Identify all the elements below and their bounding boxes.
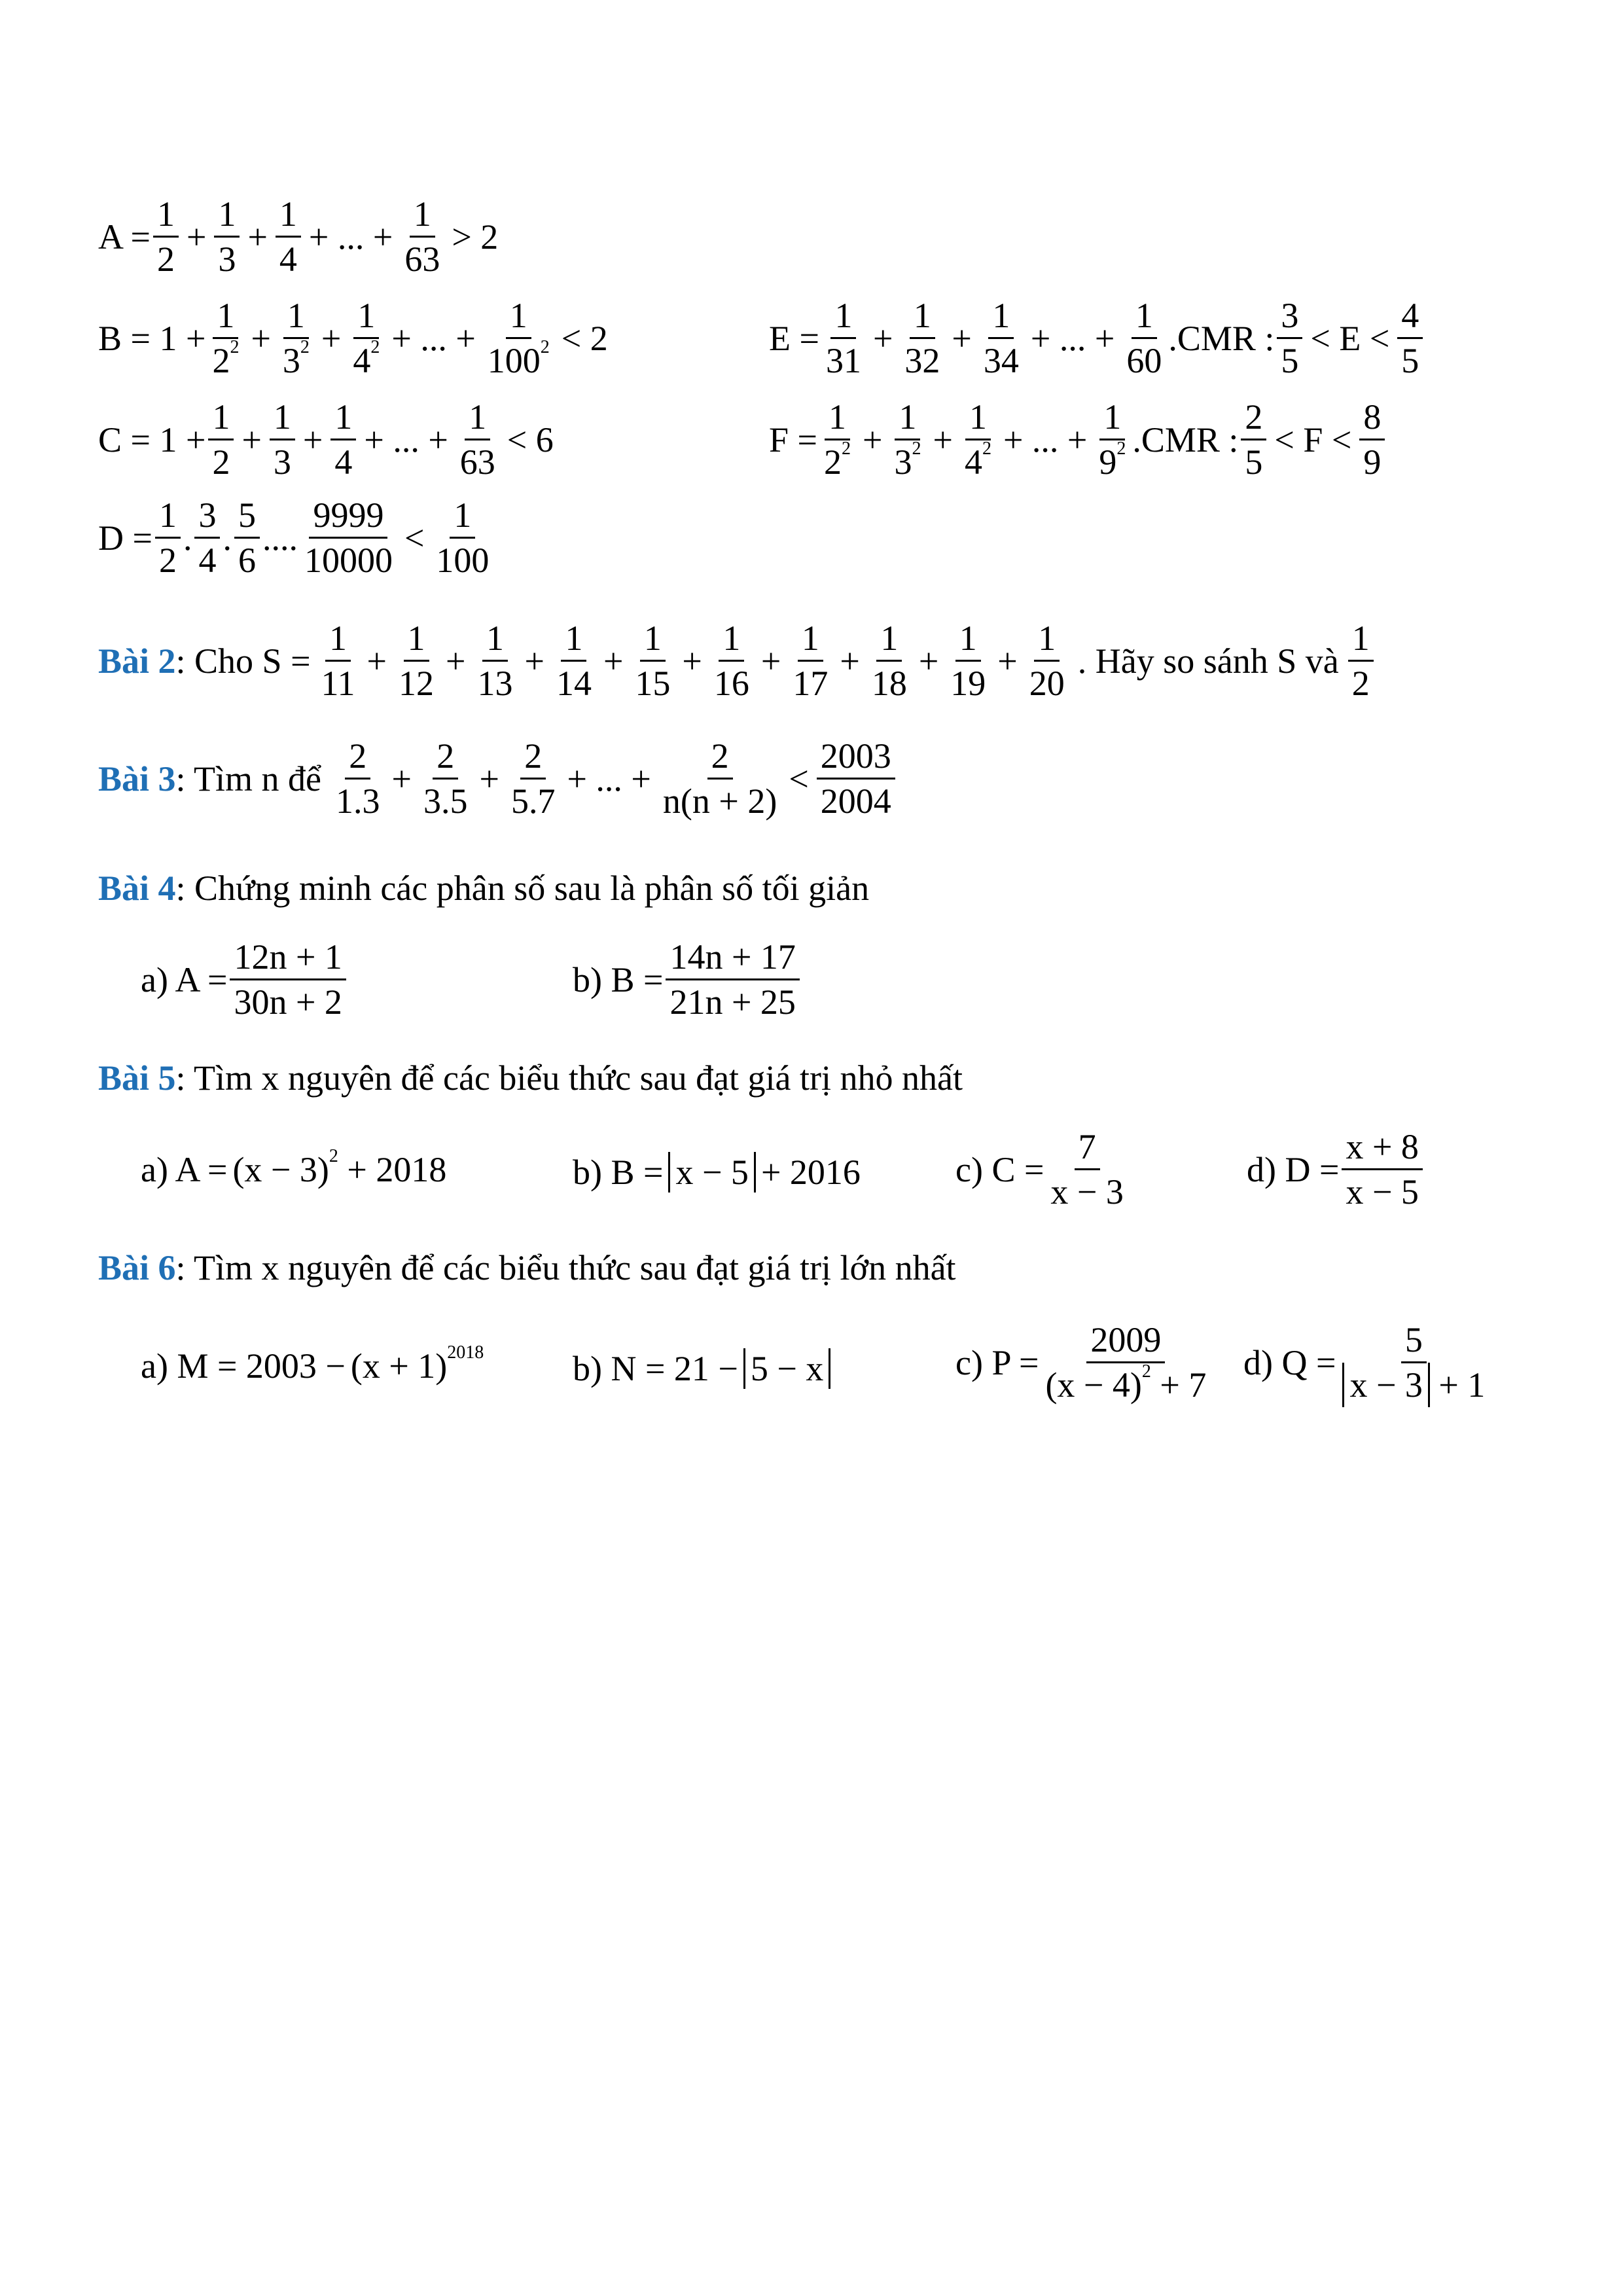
expr-D-rhs: < (404, 518, 425, 558)
bai6-a-label: a) M = 2003 − (141, 1346, 346, 1386)
fraction: $\frac{1}{2}$ (153, 196, 179, 277)
fraction: $\frac{1}{2^2}$ (824, 397, 851, 482)
bai6-title: Bài 6 (98, 1248, 176, 1287)
bai3: Bài 3 : Tìm n để $\frac{2}{1.3}$ + $\frac{2}{3.5}$ + $\frac{2}{5.7}$ + ... + $\frac{2}{n(n + 2)}$ < $\frac{2003}{2004}$ (98, 738, 898, 819)
fraction: $\frac{1}{63}$ (404, 194, 440, 279)
fraction: $\frac{1}{100}$ (436, 495, 490, 580)
bai6-b-label: b) N = 21 − (573, 1349, 738, 1388)
bai6-d-label: d) Q = (1243, 1342, 1336, 1382)
bai2-lead: : Cho S = (175, 641, 311, 681)
fraction: $\frac{1}{4^2}$ (353, 296, 380, 380)
bai5-d-label: d) D = (1247, 1149, 1340, 1189)
expr-B-lhs: B = 1 + (98, 318, 206, 358)
fraction: $\frac{1}{2}$ (208, 399, 234, 480)
bai6 (98, 1250, 956, 1285)
expr-A: A = $\frac{1}{2}$ + $\frac{1}{3}$ + $\frac{1}{4}$ + ... + $\frac{1}{63}$ > 2 (98, 194, 499, 279)
fraction: $\frac{5}{6}$ (234, 497, 260, 578)
bai4-b-label: b) B = (573, 960, 664, 999)
bai6-text: : Tìm x nguyên để các biểu thức sau đạt giá trị lớn nhất (175, 1248, 956, 1287)
bai4-title: Bài 4 (98, 869, 176, 908)
fraction: $\frac{1}{3^2}$ (282, 296, 310, 380)
fraction: $\frac{1}{34}$ (983, 296, 1019, 380)
bai6-c: c) P = $\frac{2009}{(x - 4)^2 + 7}$ (955, 1320, 1207, 1405)
fraction: $\frac{1}{3^2}$ (894, 397, 921, 482)
fraction: $\frac{1}{4}$ (276, 196, 301, 277)
bai5-a: a) A = $(x - 3)^2 + 2018$ (141, 1146, 447, 1189)
fraction: $\frac{1}{3}$ (214, 196, 240, 277)
expr-D-lhs: D = (98, 518, 152, 558)
fraction: $\frac{3}{5}$ (1277, 298, 1302, 378)
fraction: $\frac{3}{4}$ (194, 497, 220, 578)
bai2-tail: . Hãy so sánh S và (1077, 641, 1339, 681)
expr-C-rhs: < 6 (507, 420, 554, 459)
bai4-a-label: a) A = (141, 960, 228, 999)
bai6-a: a) M = 2003 − $(x + 1)^{2018}$ (141, 1342, 484, 1386)
expr-A-lhs: A = (98, 217, 151, 257)
fraction: $\frac{4}{5}$ (1397, 298, 1423, 378)
bai6-b: b) N = 21 − 5 − x (573, 1348, 830, 1389)
expr-F-cmr: .CMR : (1132, 420, 1239, 459)
fraction: $\frac{1}{63}$ (459, 397, 495, 482)
bai5-a-label: a) A = (141, 1150, 228, 1189)
fraction: $\frac{9999}{10000}$ (304, 495, 393, 580)
bai5-text: : Tìm x nguyên để các biểu thức sau đạt giá trị nhỏ nhất (175, 1058, 963, 1098)
fraction: $\frac{1}{4^2}$ (964, 397, 991, 482)
bai5-b: b) B = x − 5 + 2016 (573, 1153, 861, 1192)
bai2: Bài 2 : Cho S = $\frac{1}{11}$ + $\frac{1}{12}$ + $\frac{1}{13}$ + $\frac{1}{14}$ + $\frac{1}{15}$ + $\frac{1}{16}$ + $\frac{1}{17}$ + $\frac{1}{18}$ + $\frac{1}{19}$ + $\frac{1}{20}$ . Hãy so sánh S và $\frac{1}{2}$ (98, 620, 1376, 701)
expr-E-mid: < E < (1310, 318, 1390, 358)
expr-B: B = 1 + $\frac{1}{2^2}$ + $\frac{1}{3^2}$ + $\frac{1}{4^2}$ + ... + $\frac{1}{100^2}$ < 2 (98, 296, 608, 380)
expr-E-cmr: .CMR : (1168, 318, 1275, 358)
expr-F-mid: < F < (1274, 420, 1352, 459)
bai3-title: Bài 3 (98, 759, 176, 798)
fraction: $\frac{1}{2^2}$ (212, 296, 240, 380)
expr-E-lhs: E = (769, 318, 819, 358)
bai5-c: c) C = $\frac{7}{x - 3}$ (955, 1127, 1124, 1211)
expr-D: D = $\frac{1}{2}$ . $\frac{3}{4}$ . $\frac{5}{6}$ .... $\frac{9999}{10000}$ < $\frac{1}{100}$ (98, 497, 495, 578)
bai4 (98, 870, 869, 906)
bai3-lead: : Tìm n để (175, 759, 322, 798)
bai5-c-label: c) C = (955, 1149, 1044, 1189)
expr-F: F = $\frac{1}{2^2}$ + $\frac{1}{3^2}$ + $\frac{1}{4^2}$ + ... + $\frac{1}{9^2}$ .CMR : $\frac{2}{5}$ < F < $\frac{8}{9}$ (769, 399, 1387, 480)
bai5-title: Bài 5 (98, 1058, 176, 1098)
expr-C: C = 1 + $\frac{1}{2}$ + $\frac{1}{3}$ + $\frac{1}{4}$ + ... + $\frac{1}{63}$ < 6 (98, 397, 554, 482)
fraction: $\frac{1}{100^2}$ (487, 296, 550, 380)
expr-E: E = $\frac{1}{31}$ + $\frac{1}{32}$ + $\frac{1}{34}$ + ... + $\frac{1}{60}$ .CMR : $\frac{3}{5}$ < E < $\frac{4}{5}$ (769, 298, 1425, 378)
expr-B-rhs: < 2 (561, 318, 608, 358)
fraction: $\frac{1}{32}$ (904, 296, 940, 380)
bai5 (98, 1060, 963, 1096)
fraction: $\frac{1}{3}$ (270, 399, 295, 480)
bai2-title: Bài 2 (98, 641, 176, 681)
bai5-d: d) D = $\frac{x + 8}{x - 5}$ (1247, 1129, 1425, 1210)
bai5-b-label: b) B = (573, 1153, 664, 1192)
expr-A-rhs: > 2 (452, 217, 499, 257)
fraction: $\frac{1}{2}$ (155, 497, 181, 578)
fraction: $\frac{8}{9}$ (1359, 399, 1385, 480)
fraction: $\frac{2}{5}$ (1241, 399, 1266, 480)
bai4-b: b) B = $\frac{14n + 17}{21n + 25}$ (573, 939, 802, 1020)
bai4-a: a) A = $\frac{12n + 1}{30n + 2}$ (141, 939, 349, 1020)
fraction: $\frac{1}{60}$ (1126, 296, 1162, 380)
fraction: $\frac{1}{9^2}$ (1099, 397, 1126, 482)
bai6-d: d) Q = $\frac{5}{x - 3 + 1}$ (1243, 1322, 1491, 1403)
bai6-c-label: c) P = (955, 1342, 1039, 1382)
fraction: $\frac{1}{4}$ (330, 399, 356, 480)
fraction: $\frac{1}{31}$ (825, 296, 861, 380)
bai4-text: : Chứng minh các phân số sau là phân số tối giản (175, 869, 870, 908)
expr-C-lhs: C = 1 + (98, 420, 206, 459)
expr-F-lhs: F = (769, 420, 817, 459)
